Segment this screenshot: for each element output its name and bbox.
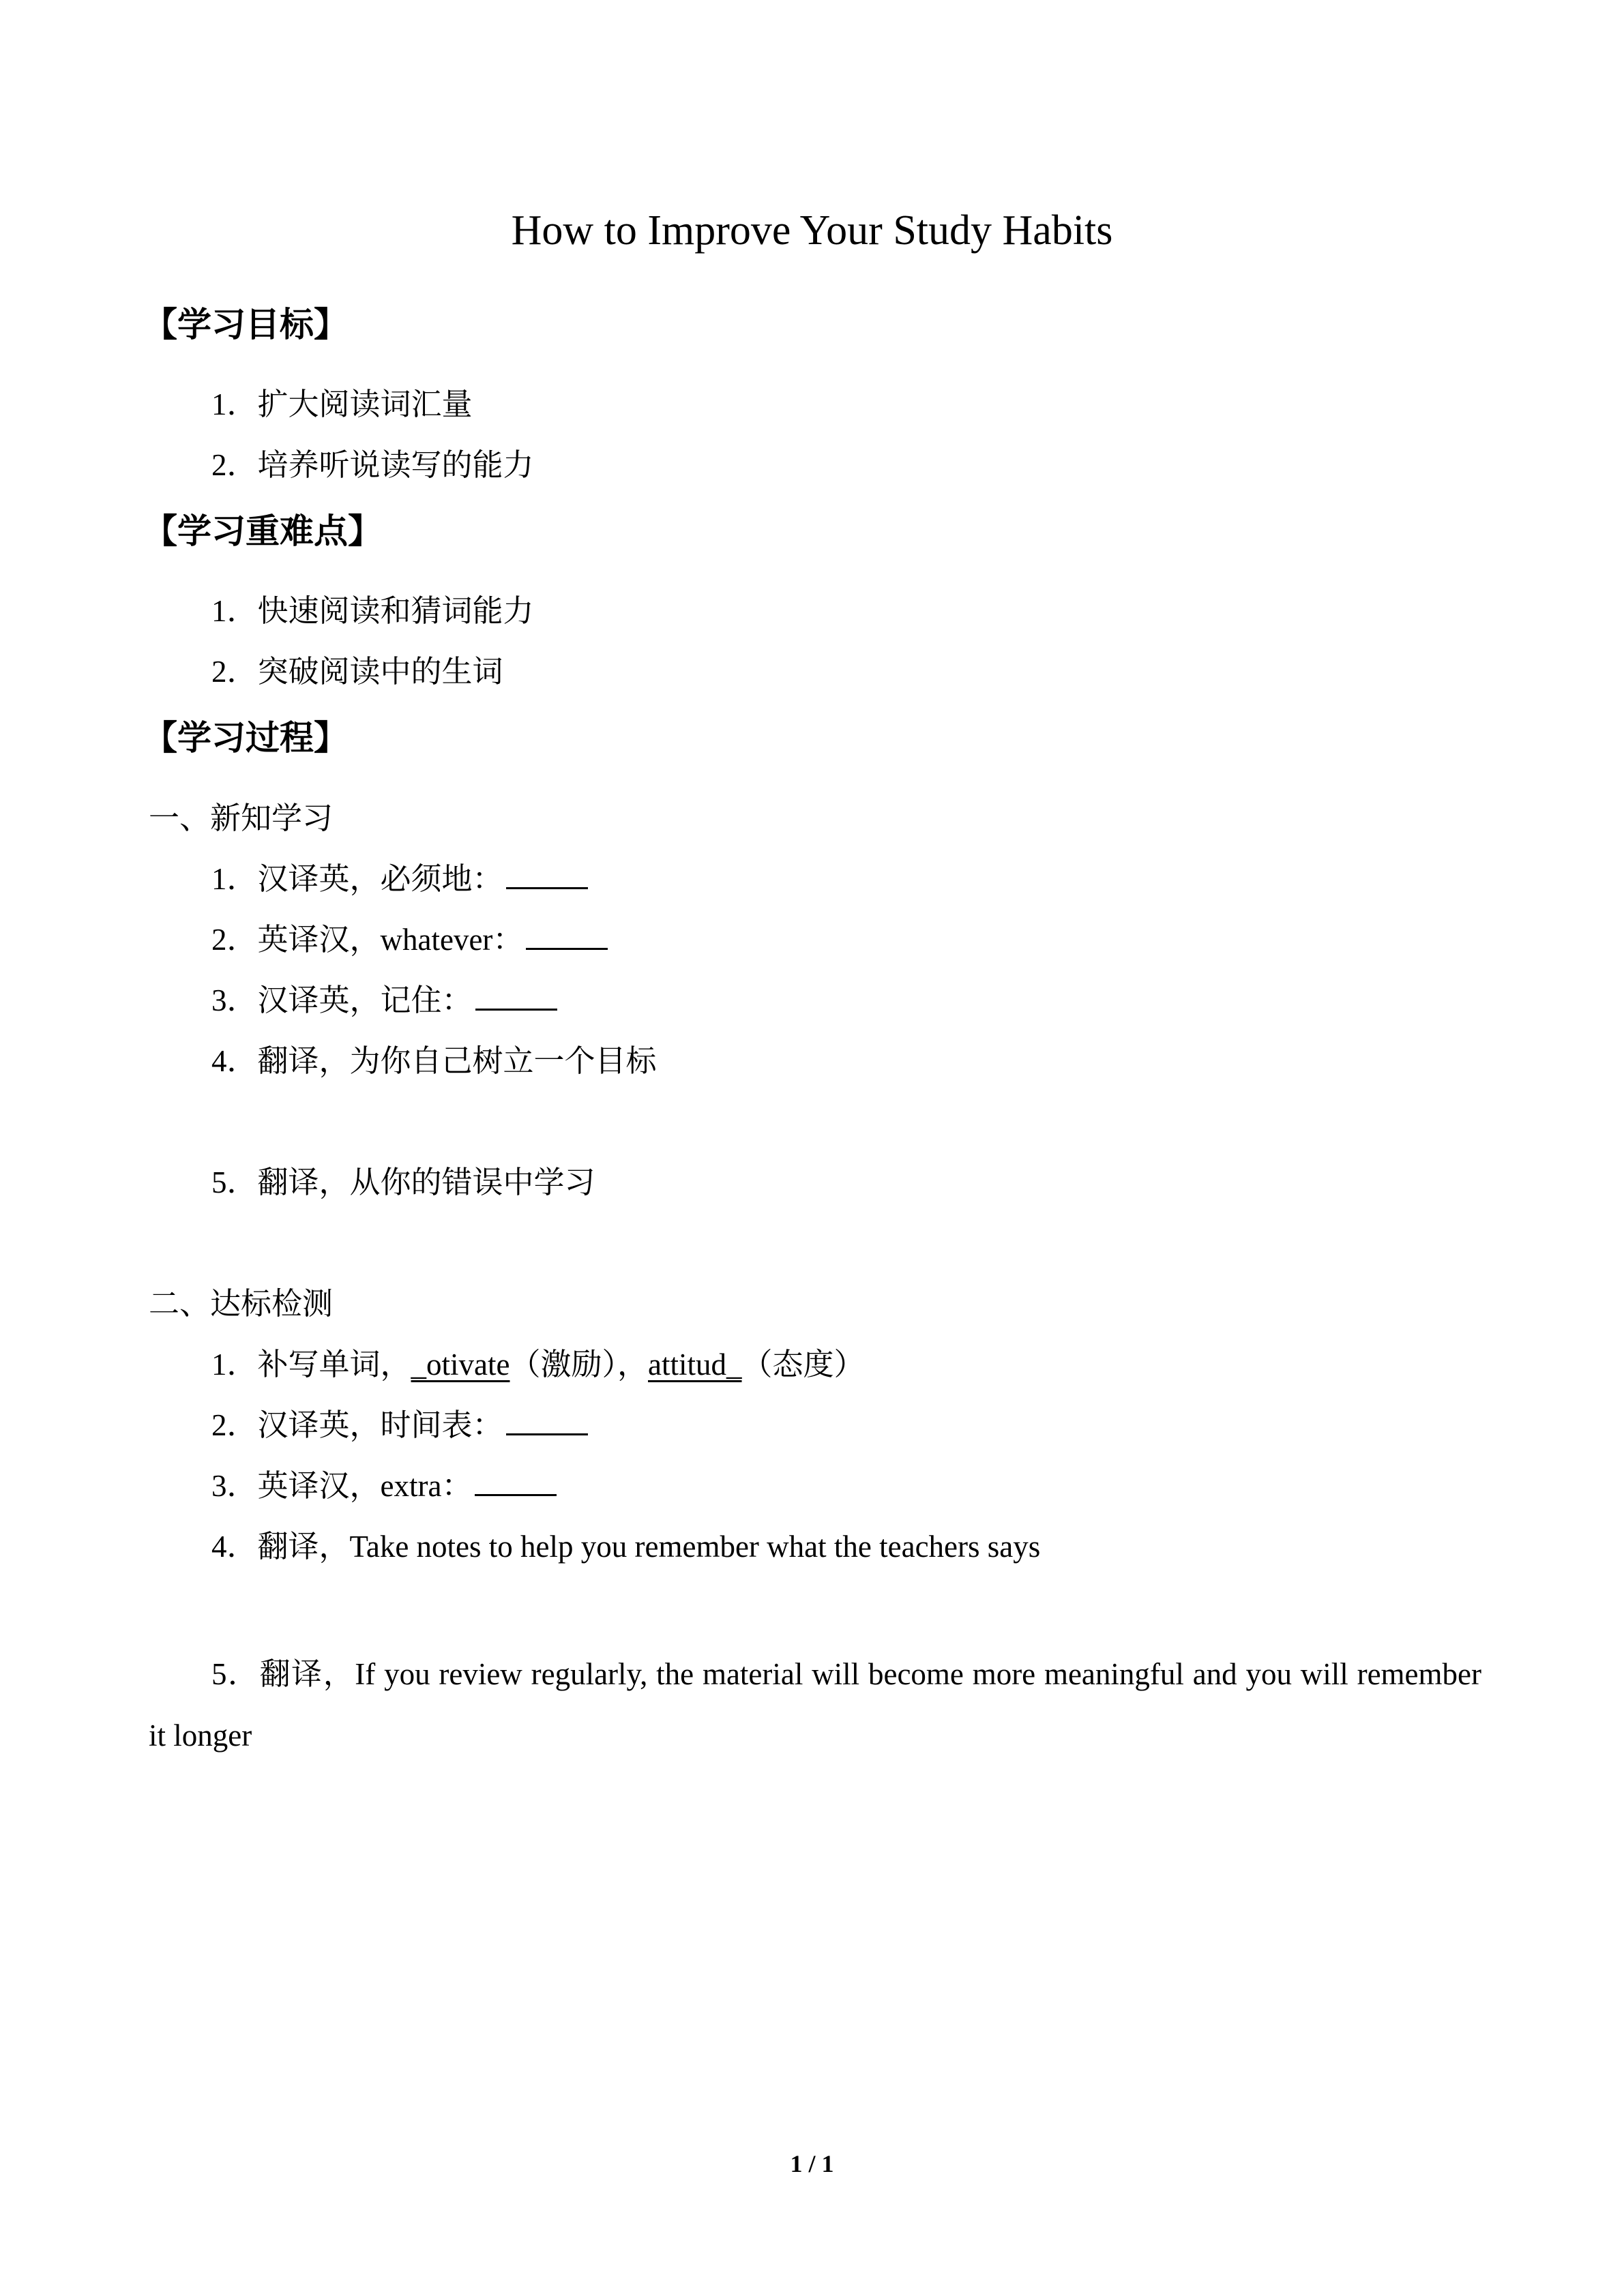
exercise-item — [211, 1465, 557, 1506]
heading-key-points: 【学习重难点】 — [143, 511, 382, 551]
heading-objectives: 【学习目标】 — [143, 305, 348, 344]
item-number: 4． — [211, 1530, 258, 1564]
item-text: 翻译，从你的错误中学习 — [257, 1165, 595, 1199]
item-text: 翻译，Take notes to help you remember what the teachers says — [257, 1530, 1041, 1564]
word-gloss: （激励）， — [510, 1347, 649, 1382]
exercise-item — [211, 1526, 1040, 1567]
exercise-item — [211, 1344, 865, 1385]
fill-word: attitud_ — [648, 1347, 742, 1382]
key-point-item — [211, 651, 503, 692]
item-number: 5． — [211, 1165, 258, 1199]
objective-item — [211, 445, 534, 486]
answer-blank[interactable] — [475, 1467, 557, 1496]
key-point-item — [211, 591, 534, 631]
item-text: 汉译英，必须地： — [257, 862, 503, 896]
item-text: 汉译英，时间表： — [257, 1408, 503, 1442]
exercise-paragraph — [149, 1643, 1481, 1766]
item-number: 1． — [211, 387, 258, 421]
page-number: 1 / 1 — [790, 2150, 834, 2177]
item-number: 5． — [211, 1657, 260, 1691]
section-title: 二、达标检测 — [149, 1287, 334, 1321]
item-number: 4． — [211, 1044, 258, 1078]
fill-word: _otivate — [411, 1347, 510, 1382]
item-text: 汉译英，记住： — [257, 983, 473, 1017]
item-number: 2． — [211, 1408, 258, 1442]
item-text: 突破阅读中的生词 — [257, 655, 503, 689]
section-title: 一、新知学习 — [149, 801, 334, 835]
word-gloss: （态度） — [741, 1347, 865, 1382]
exercise-item — [211, 859, 588, 899]
heading-process: 【学习过程】 — [143, 718, 348, 758]
item-number: 3． — [211, 1469, 258, 1503]
item-number: 1． — [211, 1347, 258, 1382]
exercise-item — [211, 980, 557, 1021]
item-text: 英译汉，whatever： — [257, 923, 524, 957]
item-number: 1． — [211, 862, 258, 896]
item-number: 2． — [211, 448, 258, 482]
answer-blank[interactable] — [506, 860, 588, 889]
item-text: 快速阅读和猜词能力 — [257, 594, 534, 628]
item-text: 翻译，If you review regularly, the material will become more meaningful and you will remember it longer — [149, 1657, 1481, 1753]
objective-item — [211, 384, 473, 425]
item-text: 培养听说读写的能力 — [257, 448, 534, 482]
exercise-item — [211, 1405, 588, 1446]
item-number: 2． — [211, 655, 258, 689]
answer-blank[interactable] — [506, 1406, 588, 1435]
document-title: How to Improve Your Study Habits — [511, 207, 1113, 254]
item-number: 3． — [211, 983, 258, 1017]
answer-blank[interactable] — [475, 981, 557, 1011]
item-number: 2． — [211, 923, 258, 957]
answer-blank[interactable] — [526, 921, 608, 950]
exercise-item — [211, 1162, 595, 1203]
item-text: 翻译，为你自己树立一个目标 — [257, 1044, 657, 1078]
exercise-item — [211, 919, 608, 960]
item-number: 1． — [211, 594, 258, 628]
item-text: 补写单词， — [257, 1347, 411, 1382]
item-text: 扩大阅读词汇量 — [257, 387, 473, 421]
item-text: 英译汉，extra： — [257, 1469, 473, 1503]
exercise-item — [211, 1041, 657, 1082]
